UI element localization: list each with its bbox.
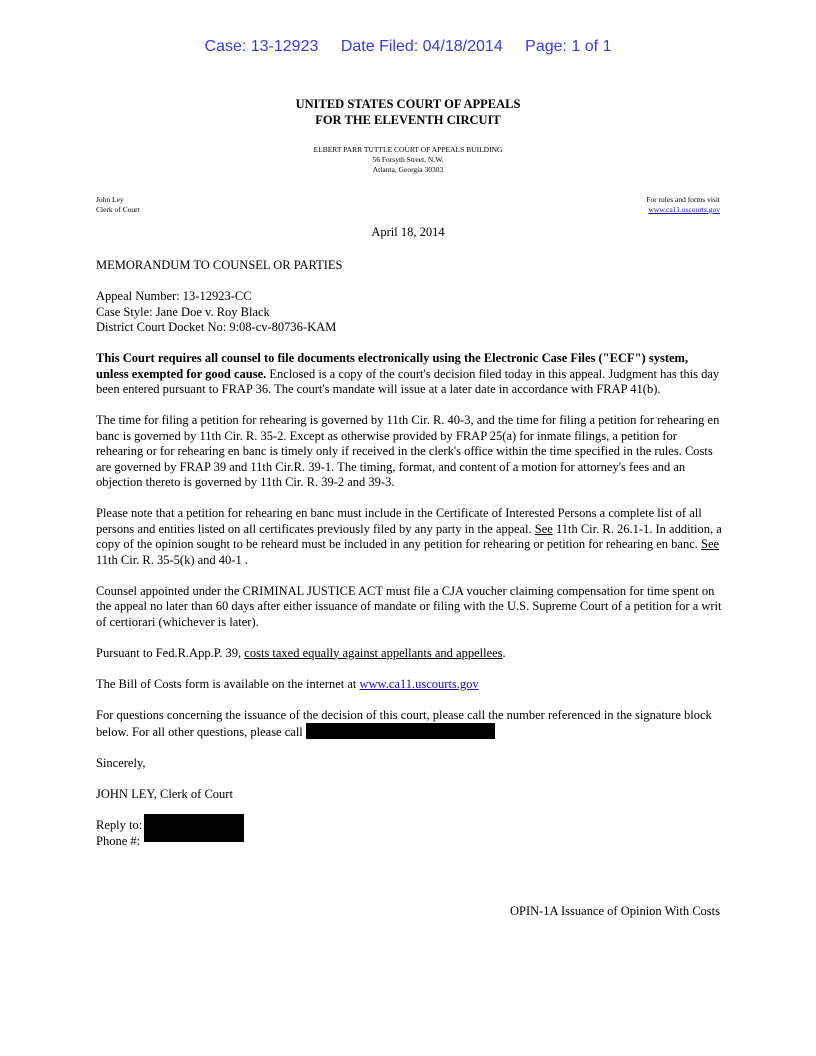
building-street: 56 Forsyth Street, N.W.: [372, 155, 444, 164]
date-filed: Date Filed: 04/18/2014: [340, 38, 503, 55]
clerk-block: [96, 195, 140, 215]
ecf-rest: Enclosed is a copy of the court's decision filed today in this appeal. Judgment has this day been entered pursuant to FRAP 36. The court's mandate will issue at a later date in accordance with FRAP 41(b).: [96, 366, 720, 396]
bill-text: The Bill of Costs form is available on the internet at: [96, 676, 360, 691]
signature: JOHN LEY, Clerk of Court: [96, 787, 233, 801]
court-line-2: FOR THE ELEVENTH CIRCUIT: [315, 113, 501, 127]
costs-taxed: costs taxed equally against appellants and appellees: [244, 645, 503, 660]
en-banc-text-b: 11th Cir. R. 26.1-1. In addition, a copy of the opinion sought to be reheard must be included in any petition for rehearing or petition for rehearing en banc.: [96, 521, 722, 551]
closing: Sincerely,: [96, 756, 146, 770]
paragraph-questions: [96, 708, 722, 741]
bill-of-costs-link[interactable]: www.ca11.uscourts.gov: [359, 676, 479, 691]
docket-number: District Court Docket No: 9:08-cv-80736-KAM: [96, 320, 337, 334]
case-header: [0, 38, 816, 56]
court-title: [0, 96, 816, 128]
letter-body: [96, 258, 722, 849]
paragraph-costs: [96, 646, 722, 662]
case-style: Case Style: Jane Doe v. Roy Black: [96, 304, 270, 319]
paragraph-ecf: [96, 351, 722, 398]
rules-block: [646, 195, 720, 215]
clerk-name: John Ley: [96, 195, 124, 204]
costs-text-a: Pursuant to Fed.R.App.P. 39,: [96, 645, 245, 660]
phone-label: Phone #:: [96, 833, 141, 848]
court-line-1: UNITED STATES COURT OF APPEALS: [295, 97, 521, 111]
contact-block: [96, 818, 722, 849]
see-1: See: [534, 521, 553, 536]
case-number: Case: 13-12923: [204, 38, 319, 55]
memo-title: MEMORANDUM TO COUNSEL OR PARTIES: [96, 258, 343, 272]
en-banc-text-c: 11th Cir. R. 35-5(k) and 40-1 .: [96, 552, 248, 567]
building-city: Atlanta, Georgia 30303: [372, 165, 444, 174]
en-banc-text-a: Please note that a petition for rehearing en banc must include in the Certificate of Interested Persons a complete list of all persons and entities listed on all certificates previously filed by any party in the appeal.: [96, 506, 702, 536]
building-address: [0, 145, 816, 175]
paragraph-en-banc: [96, 506, 722, 568]
questions-text: For questions concerning the issuance of the decision of this court, please call the number referenced in the signature block below. For all other questions, please call: [96, 707, 712, 739]
costs-text-b: .: [502, 645, 506, 660]
paragraph-bill-of-costs: [96, 677, 722, 693]
building-name: ELBERT PARR TUTTLE COURT OF APPEALS BUILDING: [313, 145, 503, 154]
form-footer: OPIN-1A Issuance of Opinion With Costs: [509, 904, 720, 918]
see-2: See: [701, 537, 720, 551]
reply-to-label: Reply to:: [96, 818, 143, 832]
rules-link[interactable]: www.ca11.uscourts.gov: [648, 205, 720, 214]
redaction-bar-contact: [144, 814, 244, 842]
rules-text: For rules and forms visit: [646, 195, 720, 204]
page-number: Page: 1 of 1: [525, 38, 612, 55]
redaction-bar: [306, 723, 495, 739]
paragraph-cja: Counsel appointed under the CRIMINAL JUSTICE ACT must file a CJA voucher claiming compensation for time spent on the appeal no later than 60 days after either issuance of mandate or filing with the U.S. Supreme Court of a petition for a writ of certiorari (whichever is later).: [96, 583, 722, 629]
paragraph-rehearing: The time for filing a petition for rehearing is governed by 11th Cir. R. 40-3, and the time for filing a petition for rehearing en banc is governed by 11th Cir. R. 35-2. Except as otherwise provided by FRAP 25(a) for inmate filings, a petition for rehearing or for rehearing en banc is timely only if received in the clerk's office within the time specified in the rules. Costs are governed by FRAP 39 and 11th Cir.R. 39-1. The timing, format, and content of a motion for attorney's fees and an objection thereto is governed by 11th Cir. R. 39-2 and 39-3.: [96, 413, 720, 489]
clerk-title: Clerk of Court: [96, 205, 140, 214]
appeal-number: Appeal Number: 13-12923-CC: [96, 289, 252, 303]
appeal-info: [96, 289, 722, 336]
letter-date: April 18, 2014: [371, 225, 445, 239]
ecf-notice: This Court requires all counsel to file documents electronically using the Electronic Case Files ("ECF") system, unless exempted for good cause.: [96, 351, 689, 381]
